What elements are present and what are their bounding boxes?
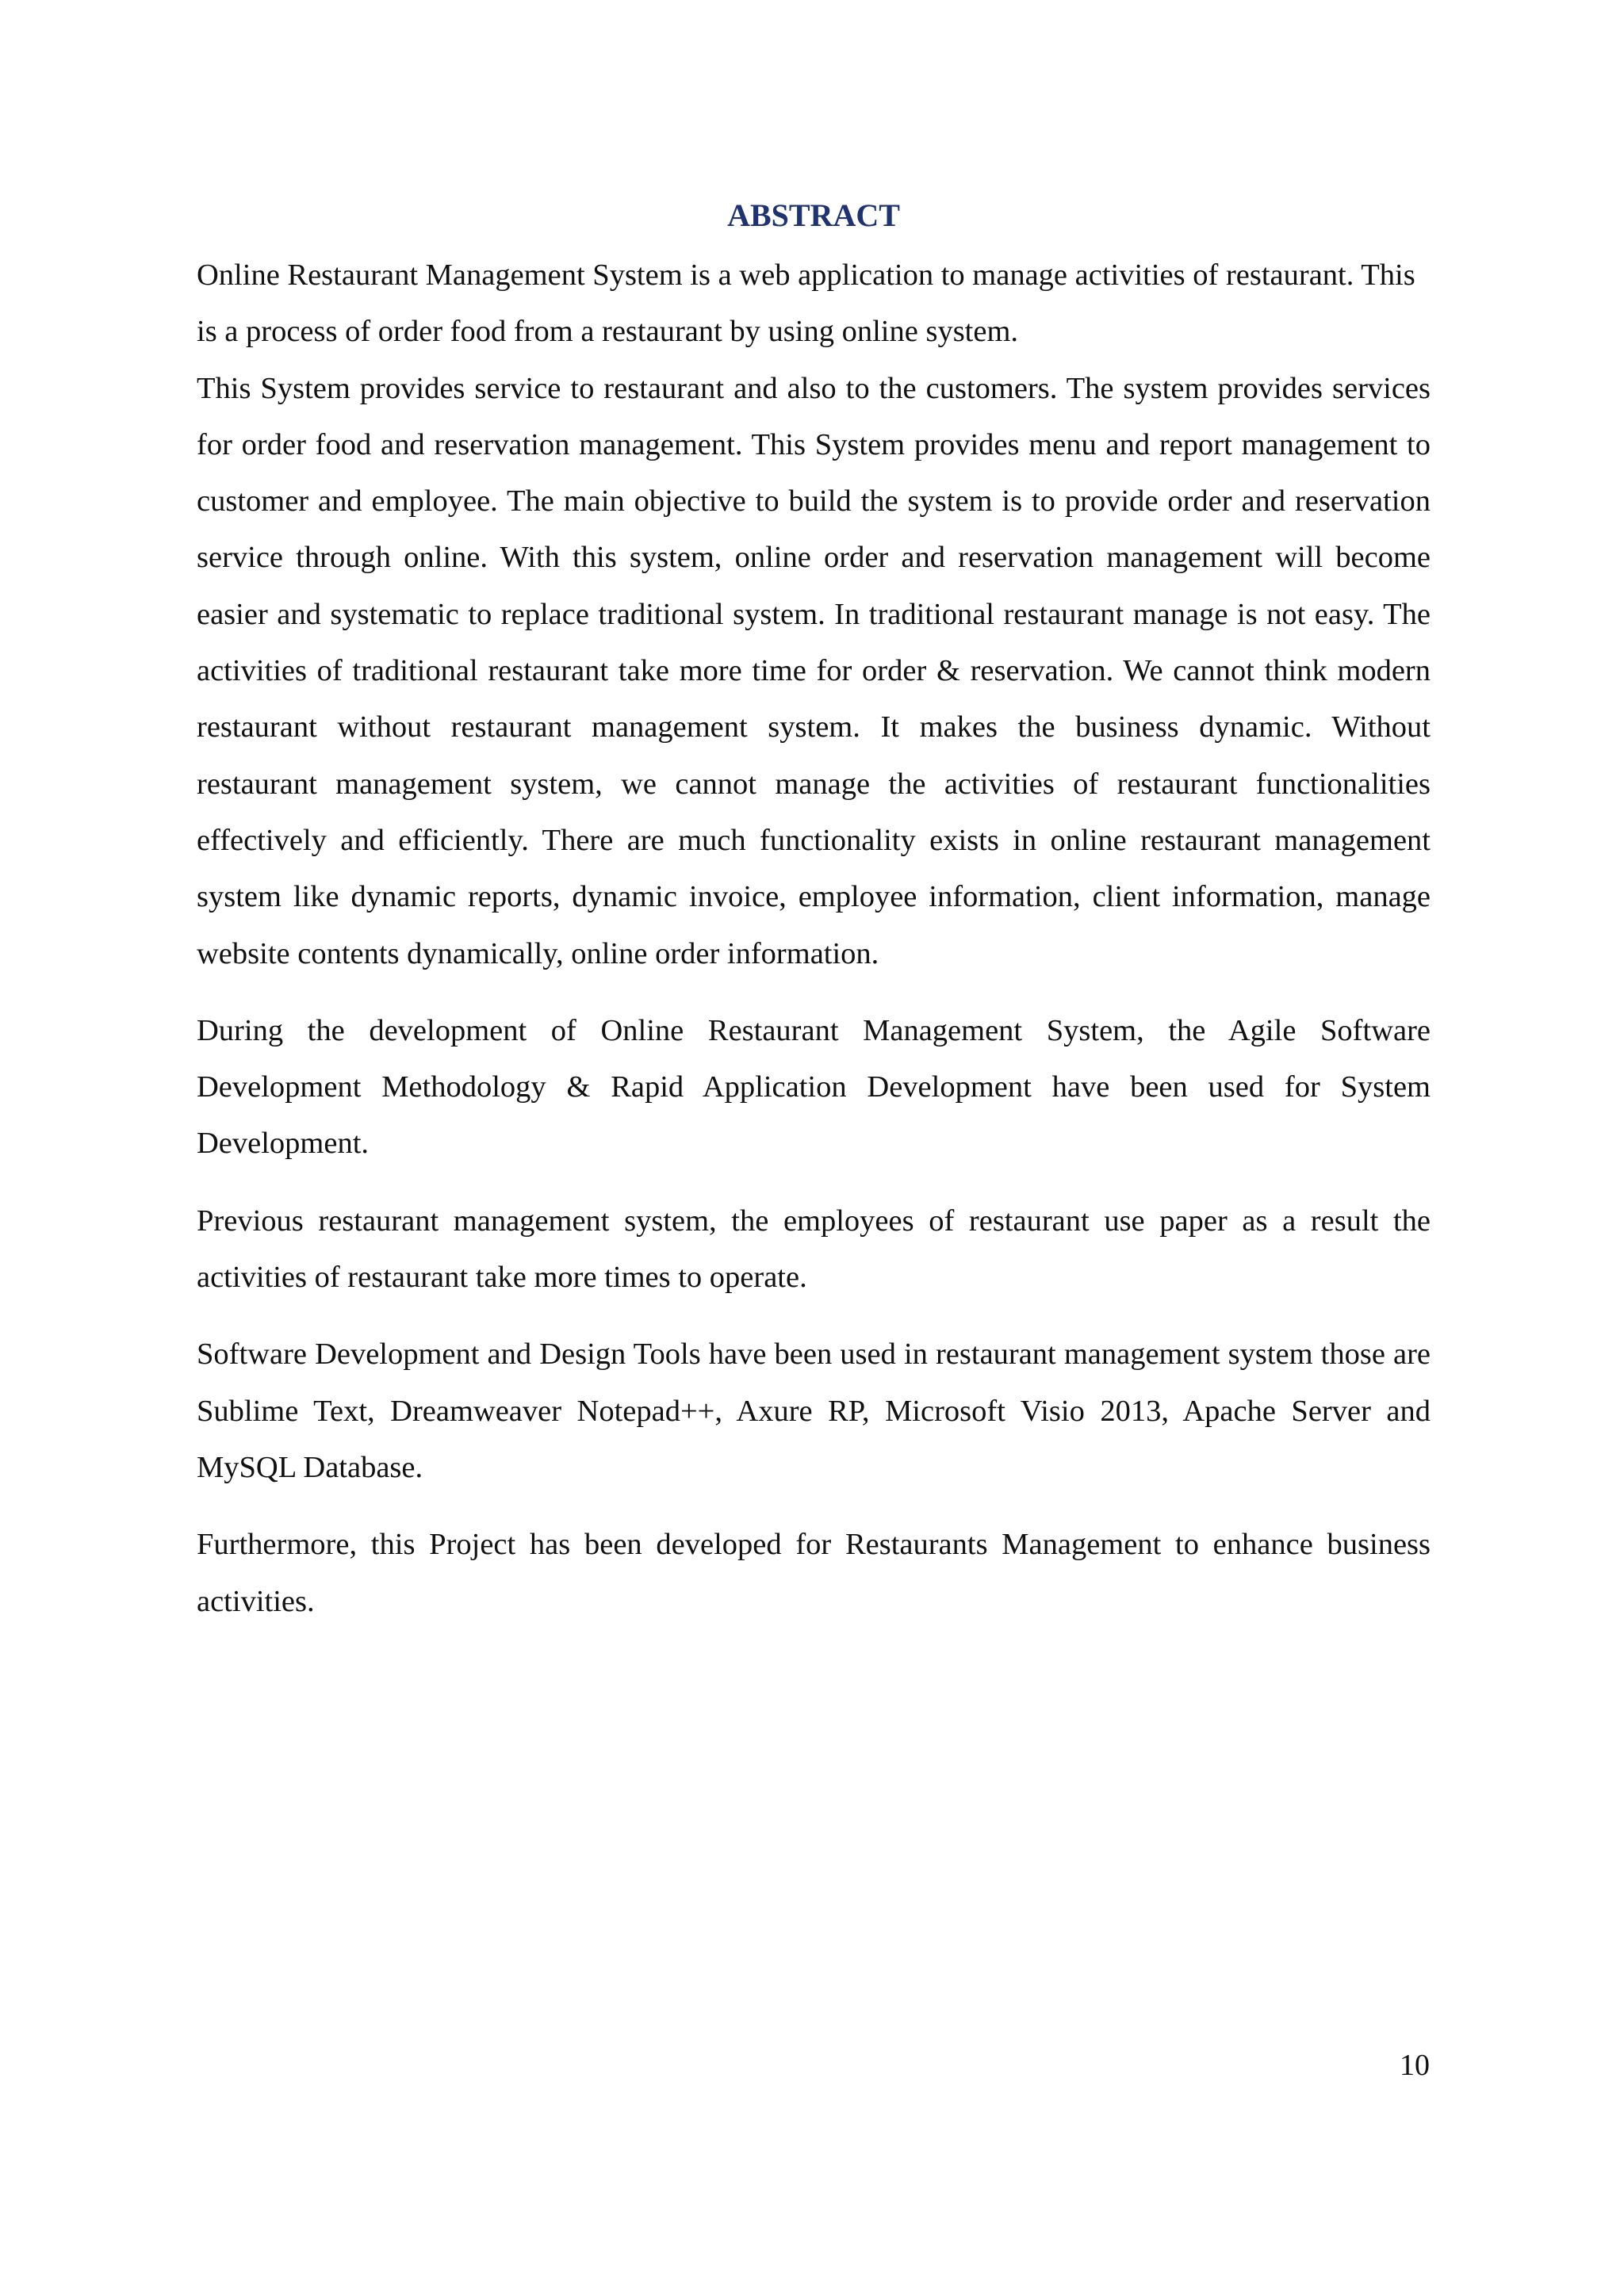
page-content <box>197 192 1431 1630</box>
page-number: 10 <box>1400 2049 1430 2082</box>
abstract-paragraph-2: This System provides service to restaurant and also to the customers. The system provides services for order food and reservation management. This System provides menu and report management to customer and employee. The main objective to build the system is to provide order and reservation service through online. With this system, online order and reservation management will become easier and systematic to replace traditional system. In traditional restaurant manage is not easy. The activities of traditional restaurant take more time for order & reservation. We cannot think modern restaurant without restaurant management system. It makes the business dynamic. Without restaurant management system, we cannot manage the activities of restaurant functionalities effectively and efficiently. There are much functionality exists in online restaurant management system like dynamic reports, dynamic invoice, employee information, client information, manage website contents dynamically, online order information. <box>197 371 1431 970</box>
abstract-paragraph-1: Online Restaurant Management System is a web application to manage activities of restaurant. This is a process of order food from a restaurant by using online system. <box>197 258 1415 349</box>
abstract-paragraph-5: Software Development and Design Tools have been used in restaurant management system those are Sublime Text, Dreamweaver Notepad++, Axure RP, Microsoft Visio 2013, Apache Server and MySQL Database. <box>197 1337 1431 1484</box>
abstract-paragraph-6: Furthermore, this Project has been developed for Restaurants Management to enhance business activities. <box>197 1528 1431 1618</box>
abstract-paragraph-4: Previous restaurant management system, the employees of restaurant use paper as a result the activities of restaurant take more times to operate. <box>197 1203 1431 1295</box>
abstract-paragraph-3: During the development of Online Restaurant Management System, the Agile Software Development Methodology & Rapid Application Development have been used for System Development. <box>197 1013 1431 1161</box>
page-title: ABSTRACT <box>727 197 900 233</box>
